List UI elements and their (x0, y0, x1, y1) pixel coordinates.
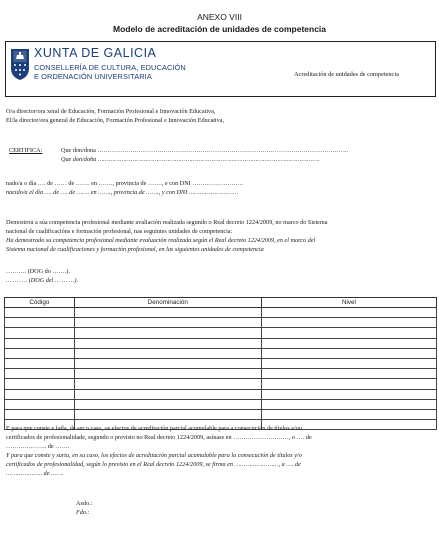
cell-denominacion[interactable] (74, 409, 261, 419)
cell-nivel[interactable] (261, 318, 436, 328)
cell-codigo[interactable] (5, 409, 75, 419)
birth-line-gl: nado/a o día …. de …… de ……. en ……., provincia de ……., e con DNI ……………………. (6, 180, 244, 187)
cell-codigo[interactable] (5, 389, 75, 399)
cell-nivel[interactable] (261, 348, 436, 358)
document-title: Modelo de acreditación de unidades de competencia (112, 24, 327, 34)
table-row (5, 369, 437, 379)
xunta-logo-text: XUNTA DE GALICIA (34, 46, 157, 60)
demostrou-line-2: nacional de cualificacións e formación profesional, nas seguintes unidades de competencia: (6, 228, 233, 235)
signature-label-es: Fdo.: (76, 509, 90, 516)
closing-line-4: Y para que conste y surta, en su caso, los efectos de acreditación parcial acumulable para la consecución de títulos y/o (6, 452, 302, 459)
cell-codigo[interactable] (5, 348, 75, 358)
closing-line-5: certificados de profesionalidad, según lo previsto en el Real decreto 1224/2009, se firma en ……………………, a …. de (6, 461, 301, 468)
cell-denominacion[interactable] (74, 358, 261, 368)
cell-denominacion[interactable] (74, 389, 261, 399)
table-row (5, 348, 437, 358)
cell-denominacion[interactable] (74, 308, 261, 318)
cell-denominacion[interactable] (74, 348, 261, 358)
dog-line-gl: ………. (DOG do …….). (6, 268, 70, 275)
cell-nivel[interactable] (261, 379, 436, 389)
header-codigo: Código (5, 298, 75, 308)
annex-number: ANEXO VIII (197, 12, 242, 22)
closing-line-6: ……………….. de ……. (6, 470, 64, 477)
table-row (5, 389, 437, 399)
cell-denominacion[interactable] (74, 338, 261, 348)
table-header-row (5, 298, 437, 308)
cell-codigo[interactable] (5, 328, 75, 338)
header-denominacion: Denominación (74, 298, 261, 308)
demostrou-line-3: Ha demostrado su competencia profesional mediante evaluación realizada según el Real decreto 1224/2009, en el marco del (6, 237, 316, 244)
cell-denominacion[interactable] (74, 399, 261, 409)
cell-nivel[interactable] (261, 409, 436, 419)
cell-nivel[interactable] (261, 358, 436, 368)
cell-nivel[interactable] (261, 399, 436, 409)
galicia-coat-of-arms-icon (9, 46, 31, 82)
table-row (5, 308, 437, 318)
cell-codigo[interactable] (5, 369, 75, 379)
certifica-label: CERTIFICA: (9, 147, 43, 154)
cell-codigo[interactable] (5, 338, 75, 348)
cell-codigo[interactable] (5, 358, 75, 368)
cell-denominacion[interactable] (74, 318, 261, 328)
cell-nivel[interactable] (261, 369, 436, 379)
header-right-label: Acreditación de unidades de competencia (294, 71, 399, 78)
cell-codigo[interactable] (5, 399, 75, 409)
closing-line-3: ……………….. de ……. (6, 443, 70, 450)
table-row (5, 358, 437, 368)
cell-codigo[interactable] (5, 379, 75, 389)
closing-line-1: E para que conste e fatla, de ser o caso, os efectos de acreditación parcial acumulable para a consecución de títulos e/ou (6, 425, 303, 432)
dog-line-es: … … …. (DOG del … … …). (6, 277, 79, 284)
cell-denominacion[interactable] (74, 369, 261, 379)
table-row (5, 409, 437, 419)
table-row (5, 318, 437, 328)
cell-nivel[interactable] (261, 328, 436, 338)
header-nivel: Nivel (261, 298, 436, 308)
competency-units-table (4, 297, 437, 430)
table-body (5, 308, 437, 430)
demostrou-line-4: Sistema nacional de cualificaciones y formación profesional, en las siguientes unidades de competencia (6, 246, 264, 253)
intro-line-gl: O/a director/ora xeral de Educación, Formación Profesional e Innovación Educativa, (6, 108, 216, 115)
closing-line-2: certificados de profesionalidade, segundo o previsto no Real decreto 1224/2009, asínase en ………………………, o …. de (6, 434, 312, 441)
department-line-1: CONSELLERÍA DE CULTURA, EDUCACIÓN (34, 63, 186, 72)
cell-denominacion[interactable] (74, 328, 261, 338)
cell-codigo[interactable] (5, 318, 75, 328)
table-row (5, 338, 437, 348)
certifica-name-es: Que don/doña …………………………………………………………………………………………………………. (61, 156, 320, 163)
cell-denominacion[interactable] (74, 379, 261, 389)
table-row (5, 399, 437, 409)
table-row (5, 379, 437, 389)
intro-line-es: El/la director/ora general de Educación, Formación Profesional e Innovación Educativa, (6, 117, 225, 124)
cell-nivel[interactable] (261, 308, 436, 318)
demostrou-line-1: Demostrou a súa competencia profesional mediante avaliación realizada segundo o Real decreto 1224/2009, no marco do Sistema (6, 219, 328, 226)
cell-codigo[interactable] (5, 308, 75, 318)
birth-line-es: nacido/a el día …. de …. de ……. en ……., provincia de ……., y con DNI ……………………… (6, 189, 239, 196)
department-line-2: E ORDENACIÓN UNIVERSITARIA (34, 72, 152, 81)
cell-nivel[interactable] (261, 389, 436, 399)
signature-label-gl: Asdo.: (76, 500, 93, 507)
cell-nivel[interactable] (261, 338, 436, 348)
certifica-name-gl: Que don/dona ………………………………………………………………………………………………………….. (61, 147, 349, 154)
table-row (5, 328, 437, 338)
